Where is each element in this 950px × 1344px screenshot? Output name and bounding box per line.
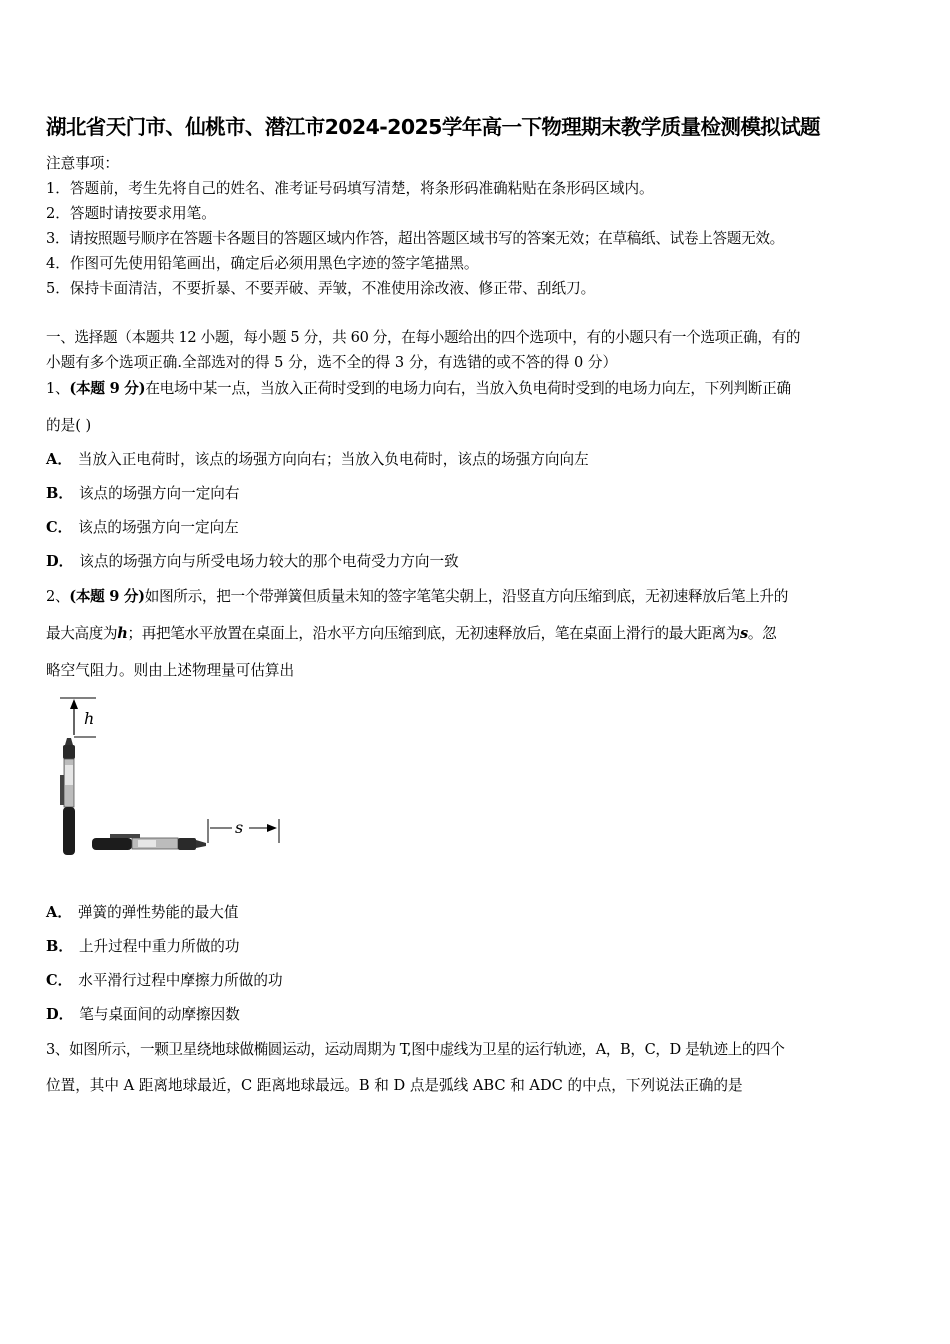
pen-figure	[50, 695, 290, 860]
question-1-stem	[46, 377, 791, 398]
h-arrow-head-icon	[70, 699, 78, 709]
question-number: 1、	[46, 380, 70, 397]
question-1-option-c: C． 该点的场强方向一定向左	[46, 519, 239, 536]
question-points: (本题 9 分)	[69, 588, 145, 605]
section-heading: 一、选择题（本题共 12 小题，每小题 5 分，共 60 分，在每小题给出的四个选项中，有的小题只有一个选项正确，有的	[46, 329, 801, 346]
question-2-option-d: D． 笔与桌面间的动摩擦因数	[46, 1006, 240, 1023]
question-3-stem-cont: 位置，其中 A 距离地球最近，C 距离地球最远。B 和 D 点是弧线 ABC 和 ADC 的中点，下列说法正确的是	[46, 1077, 743, 1094]
question-2-stem	[46, 585, 788, 606]
variable-h: h	[117, 625, 128, 642]
question-text: 在电场中某一点，当放入正荷时受到的电场力向右，当放入负电荷时受到的电场力向左，下列判断正确	[145, 380, 791, 397]
question-2-option-c: C． 水平滑行过程中摩擦力所做的功	[46, 972, 283, 989]
question-3-stem: 3、如图所示，一颗卫星绕地球做椭圆运动，运动周期为 T,图中虚线为卫星的运行轨迹，A，B，C，D 是轨迹上的四个	[46, 1041, 785, 1058]
question-number: 2、	[46, 588, 70, 605]
question-2-option-b: B． 上升过程中重力所做的功	[46, 938, 240, 955]
question-2-stem-cont: 最大高度为h；再把笔水平放置在桌面上，沿水平方向压缩到底，无初速释放后，笔在桌面上滑行的最大距离为s。忽	[46, 625, 777, 642]
notice-heading: 注意事项：	[46, 155, 119, 172]
section-heading-cont: 小题有多个选项正确.全部选对的得 5 分，选不全的得 3 分，有选错的或不答的得 0 分）	[46, 354, 618, 371]
notice-item: 1．答题前，考生先将自己的姓名、准考证号码填写清楚，将条形码准确粘贴在条形码区域内。	[46, 180, 654, 197]
question-1-option-a: A． 当放入正电荷时，该点的场强方向向右；当放入负电荷时，该点的场强方向向左	[46, 451, 589, 468]
question-1-option-b: B． 该点的场强方向一定向右	[46, 485, 240, 502]
question-2-option-a: A． 弹簧的弹性势能的最大值	[46, 904, 239, 921]
question-2-stem-cont: 略空气阻力。则由上述物理量可估算出	[46, 662, 295, 679]
h-label: h	[84, 709, 95, 728]
notice-item: 5．保持卡面清洁，不要折暴、不要弄破、弄皱，不准使用涂改液、修正带、刮纸刀。	[46, 280, 596, 297]
notice-item: 3．请按照题号顺序在答题卡各题目的答题区域内作答，超出答题区域书写的答案无效；在草稿纸、试卷上答题无效。	[46, 230, 784, 247]
question-1-option-d: D． 该点的场强方向与所受电场力较大的那个电荷受力方向一致	[46, 553, 459, 570]
variable-s: s	[740, 625, 748, 642]
question-1-stem-cont: 的是( )	[46, 417, 92, 434]
s-label: s	[235, 818, 244, 837]
question-text: 如图所示，把一个带弹簧但质量未知的签字笔笔尖朝上，沿竖直方向压缩到底，无初速释放后笔上升的	[144, 588, 789, 605]
s-arrow-head-icon	[267, 824, 277, 832]
vertical-pen-icon	[60, 738, 75, 855]
horizontal-pen-icon	[92, 834, 206, 850]
question-points: (本题 9 分)	[69, 380, 146, 397]
notice-item: 4．作图可先使用铅笔画出，确定后必须用黑色字迹的签字笔描黑。	[46, 255, 479, 272]
notice-item: 2．答题时请按要求用笔。	[46, 205, 216, 222]
exam-title: 湖北省天门市、仙桃市、潜江市2024-2025学年高一下物理期末教学质量检测模拟试题	[46, 115, 820, 139]
